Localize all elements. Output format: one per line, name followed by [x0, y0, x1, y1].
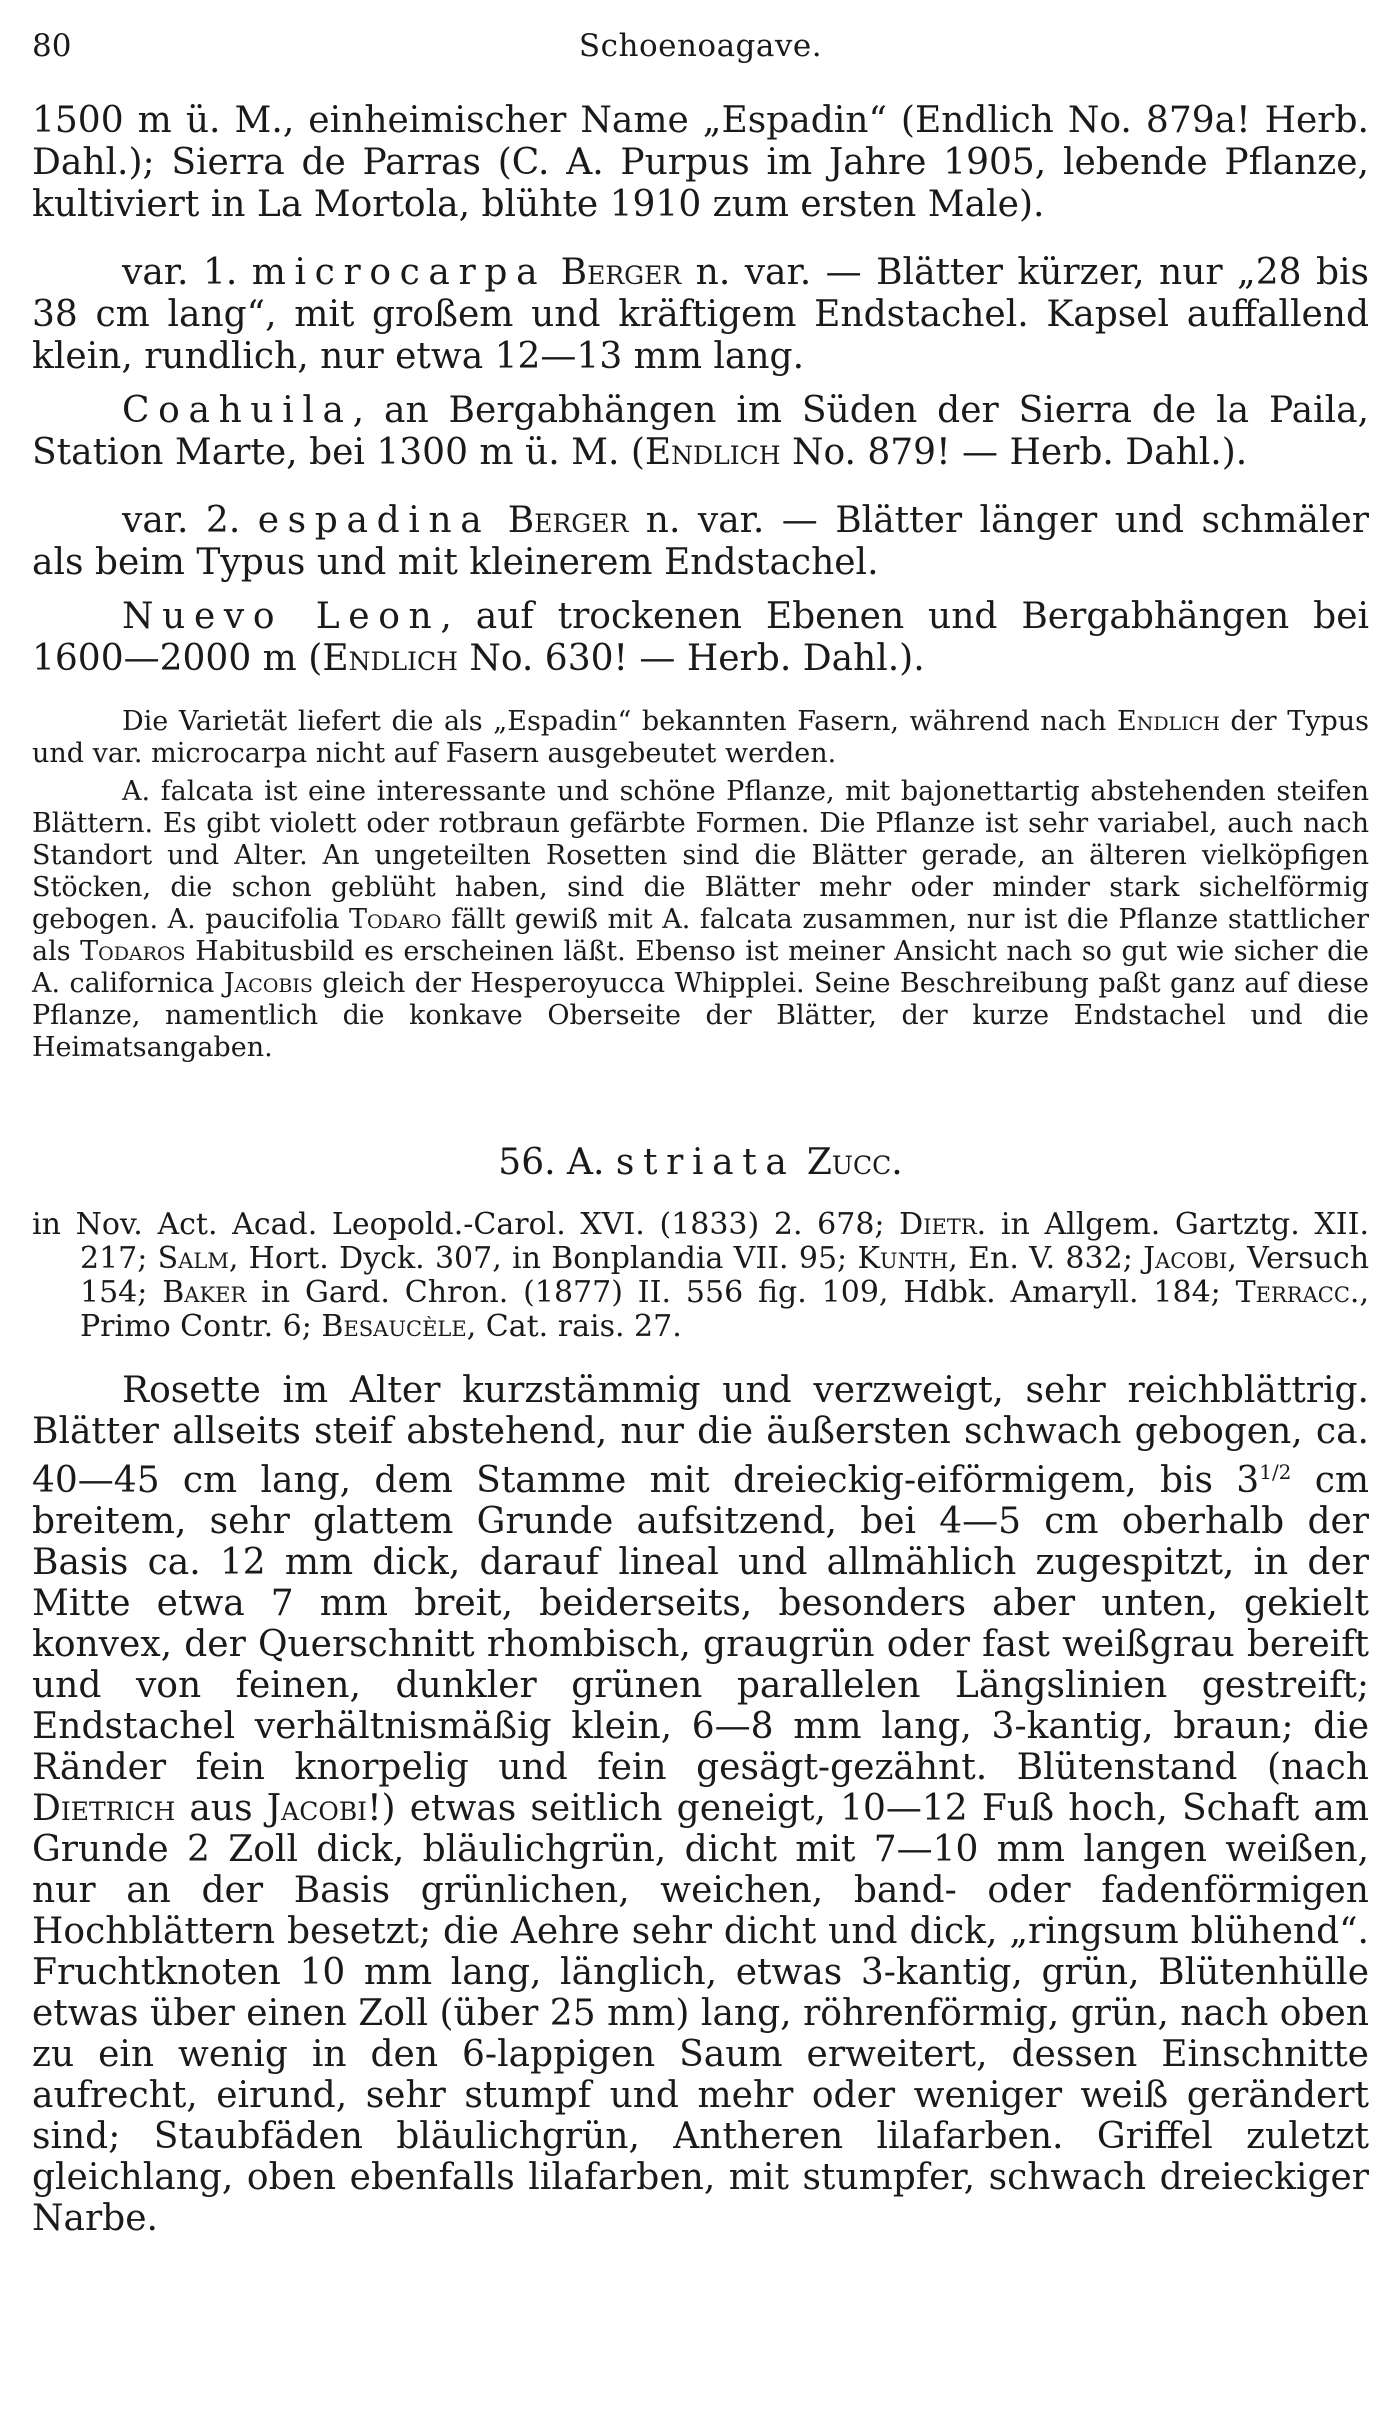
references: [32, 1208, 1369, 1344]
description-paragraph: [32, 1370, 1369, 2239]
text-run: , an Bergabhängen im Süden der Sierra de la Paila, Station Marte, bei 1300 m ü. M. (: [32, 390, 1369, 473]
text-run: , Hort. Dyck. 307, in Bonplandia VII. 95;: [228, 1241, 858, 1276]
locality-nuevo-leon: [32, 596, 1369, 680]
text-run: in Gard. Chron. (1877) II. 556 fig. 109, Hdbk. Amaryll. 184;: [246, 1275, 1236, 1310]
region-name: Coahuila: [122, 390, 353, 431]
text-run: Habitusbild es erscheinen läßt. Ebenso ist meiner Ansicht nach so gut wie sicher die A. californica: [32, 936, 1370, 999]
text-run: , Cat. rais. 27.: [466, 1309, 682, 1344]
text-run: No. 630! — Herb. Dahl.).: [457, 638, 925, 679]
small-print-notes: [32, 706, 1369, 1064]
text-run: Terracc.: [1235, 1275, 1360, 1310]
text-run: cm breitem, sehr glattem Grunde aufsitzend, bei 4—5 cm oberhalb der Basis ca. 12 mm dick, darauf lineal und allmählich zugespitzt, in der Mitte etwa 7 mm breit, beiderseits, besonders aber unten, gekielt konvex, der Querschnitt rhombisch, graugrün oder fast weißgrau bereift und von feinen, dunkler grünen parallelen Längslinien gestreift; Endstachel verhältnismäßig klein, 6—8 mm lang, 3-kantig, braun; die Ränder fein knorpelig und fein gesägt-gezähnt. Blütenstand (nach: [32, 1460, 1369, 1788]
text-run: fällt gewiß mit A. falcata zusammen, nur ist die Pflanze stattlicher als: [32, 904, 1369, 967]
species-name: striata: [615, 1142, 796, 1183]
text-run: Kunth: [857, 1241, 949, 1276]
text-run: aus: [175, 1788, 267, 1829]
text-run: 56. A.: [498, 1142, 616, 1183]
text-run: , Versuch 154;: [80, 1241, 1370, 1310]
text-run: n. var. — Blätter länger und schmäler als beim Typus und mit kleinerem Endstachel.: [32, 500, 1369, 583]
text-run: var. 1.: [122, 252, 252, 293]
text-run: No. 879! — Herb. Dahl.).: [780, 432, 1248, 473]
text-run: Besaucèle: [321, 1309, 467, 1344]
text-run: Endlich: [1116, 706, 1220, 737]
text-run: var. 2.: [122, 500, 258, 541]
page-number: 80: [32, 28, 72, 64]
author-name: Berger: [560, 252, 682, 293]
text-run: Endlich: [644, 432, 781, 473]
text-run: , auf trockenen Ebenen und Bergabhängen bei 1600—2000 m (: [32, 596, 1370, 679]
upper-section: [32, 100, 1369, 680]
description: [32, 1370, 1369, 2239]
text-run: Todaro: [349, 904, 442, 935]
reference-list: [32, 1208, 1369, 1344]
variety-2-paragraph: [32, 500, 1369, 584]
text-run: Jacobi: [1143, 1241, 1228, 1276]
text-run: !) etwas seitlich geneigt, 10—12 Fuß hoch, Schaft am Grunde 2 Zoll dick, bläulichgrün, dicht mit 7—10 mm langen weißen, nur an der Basis grünlichen, weichen, band- oder fadenförmigen Hochblättern besetzt; die Aehre sehr dicht und dick, „ringsum blühend“. Fruchtknoten 10 mm lang, länglich, etwas 3-kantig, grün, Blütenhülle etwas über einen Zoll (über 25 mm) lang, röhrenförmig, grün, nach oben zu ein wenig in den 6-lappigen Saum erweitert, dessen Einschnitte aufrecht, eirund, sehr stumpf und mehr oder weniger weiß gerändert sind; Staubfäden bläulichgrün, Antheren lilafarben. Griffel zuletzt gleichlang, oben ebenfalls lilafarben, mit stumpfer, schwach dreieckiger Narbe.: [32, 1788, 1369, 2239]
text-run: in Nov. Act. Acad. Leopold.-Carol. XVI. (1833) 2. 678;: [32, 1207, 900, 1242]
text-run: der Typus und var. microcarpa nicht auf Fasern ausgebeutet werden.: [32, 706, 1369, 769]
text-run: Die Varietät liefert die als „Espadin“ bekannten Fasern, während nach: [122, 706, 1117, 737]
text-run: Dietrich: [32, 1788, 176, 1829]
variety-name: espadina: [257, 500, 491, 541]
variety-name: microcarpa: [251, 252, 547, 293]
text-run: Dietr.: [899, 1207, 987, 1242]
note-paragraph-2: [32, 776, 1369, 1064]
text-run: in Allgem. Gartztg. XII. 217;: [80, 1207, 1369, 1276]
author-name: Berger: [507, 500, 629, 541]
region-name: Nuevo Leon: [122, 596, 441, 637]
text-run: gleich der Hesperoyucca Whipplei. Seine Beschreibung paßt ganz auf diese Pflanze, namentlich die konkave Oberseite der Blätter, der kurze Endstachel und die Heimatsangaben.: [32, 968, 1369, 1063]
running-title: Schoenoagave.: [578, 28, 823, 64]
text-run: Todaros: [80, 936, 186, 967]
paragraph-localities: [32, 100, 1369, 226]
text-run: Endlich: [322, 638, 458, 679]
text-run: A. falcata ist eine interessante und schöne Pflanze, mit bajonettartig abstehenden steifen Blättern. Es gibt violett oder rotbraun gefärbte Formen. Die Pflanze ist sehr variabel, auch nach Standort und Alter. An ungeteilten Rosetten sind die Blätter gerade, an älteren vielköpfigen Stöcken, die schon geblüht haben, sind die Blätter mehr oder minder stark sichelförmig gebogen. A. paucifolia: [32, 776, 1369, 935]
text-run: 1500 m ü. M., einheimischer Name „Espadin“ (Endlich No. 879a! Herb. Dahl.); Sierra de Parras (C. A. Purpus im Jahre 1905, lebende Pflanze, kultiviert in La Mortola, blühte 1910 zum ersten Male).: [32, 100, 1369, 225]
species-author: Zucc.: [806, 1142, 903, 1183]
fraction: 1/2: [1259, 1460, 1292, 1484]
text-run: , En. V. 832;: [948, 1241, 1144, 1276]
text-run: , Primo Contr. 6;: [80, 1275, 1369, 1344]
text-run: n. var. — Blätter kürzer, nur „28 bis 38 cm lang“, mit großem und kräftigem Endstachel. Kapsel auffallend klein, rundlich, nur etwa 12—13 mm lang.: [32, 252, 1369, 377]
text-run: Jacobis: [223, 968, 313, 999]
page-header: [32, 28, 1369, 64]
variety-1-paragraph: [32, 252, 1369, 378]
locality-coahuila: [32, 390, 1369, 474]
text-run: Jacobi: [266, 1788, 368, 1829]
text-run: Baker: [162, 1275, 247, 1310]
note-paragraph-1: [32, 706, 1369, 770]
text-run: Salm: [157, 1241, 229, 1276]
species-heading: [32, 1142, 1369, 1184]
text-run: Rosette im Alter kurzstämmig und verzweigt, sehr reichblättrig. Blätter allseits steif abstehend, nur die äußersten schwach gebogen, ca. 40—45 cm lang, dem Stamme mit dreieckig-eiförmigem, bis 3: [32, 1370, 1369, 1501]
